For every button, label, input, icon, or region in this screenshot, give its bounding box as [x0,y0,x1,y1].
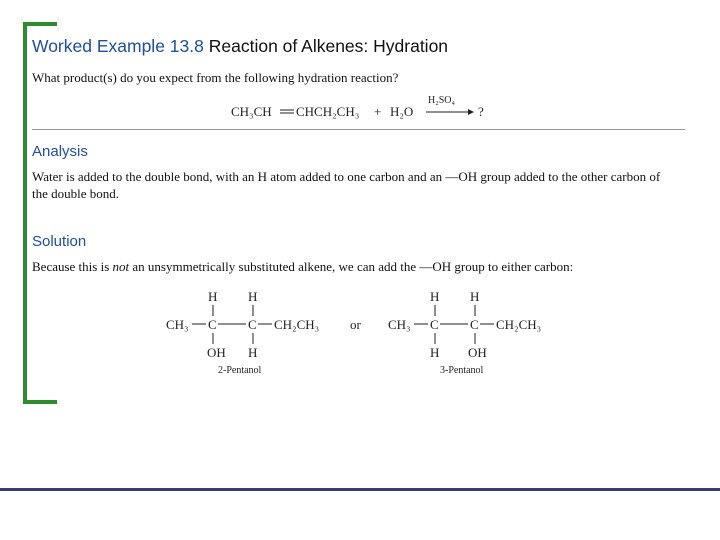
p1-h-top-right: H [248,289,258,304]
p2-ethyl: CH₂CH₃ [496,317,542,332]
plus-sign: + [374,104,382,119]
p2-h-bottom-left: H [430,345,440,360]
hydration-reaction-equation [228,92,498,126]
footer-rule [0,488,720,491]
reactant-left: CH₃CH [231,104,272,119]
p2-hydroxyl: OH [468,345,487,360]
solution-text-emphasis: not [112,259,130,274]
unknown-product: ? [478,104,484,119]
p2-h-top-right: H [470,289,480,304]
p1-h-top-left: H [208,289,218,304]
section-divider [32,129,685,130]
p1-ethyl: CH₂CH₃ [274,317,320,332]
p1-hydroxyl: OH [207,345,226,360]
reaction-arrow-head [468,109,474,115]
catalyst-label: H₂SO₄ [428,95,455,106]
solution-text-end: an unsymmetrically substituted alkene, we can add the —OH group to either carbon: [129,259,574,274]
example-number: Worked Example 13.8 [32,36,204,56]
p2-carbon-3: C [470,317,479,332]
p1-carbon-3: C [248,317,257,332]
or-separator: or [350,317,361,332]
p2-methyl: CH₃ [388,317,411,332]
analysis-text: Water is added to the double bond, with an H atom added to one carbon and an —OH group added to the other carbon of the double bond. [32,169,661,201]
question-text: What product(s) do you expect from the following hydration reaction? [32,70,399,85]
page-title [32,36,448,57]
example-title: Reaction of Alkenes: Hydration [208,36,449,56]
p1-carbon-2: C [208,317,217,332]
analysis-heading: Analysis [32,143,88,160]
p2-carbon-2: C [430,317,439,332]
structure-3-pentanol [388,289,541,376]
structure-2-pentanol [166,289,319,376]
p1-name: 2-Pentanol [218,365,262,376]
product-structures [160,287,560,379]
p1-h-bottom-right: H [248,345,258,360]
solution-heading: Solution [32,233,87,250]
p2-name: 3-Pentanol [440,365,484,376]
p2-h-top-left: H [430,289,440,304]
solution-text-start: Because this is [32,259,113,274]
reactant-right: CHCH₂CH₃ [296,104,360,119]
solution-text [32,258,672,275]
water-molecule: H₂O [390,104,414,119]
p1-methyl: CH₃ [166,317,189,332]
